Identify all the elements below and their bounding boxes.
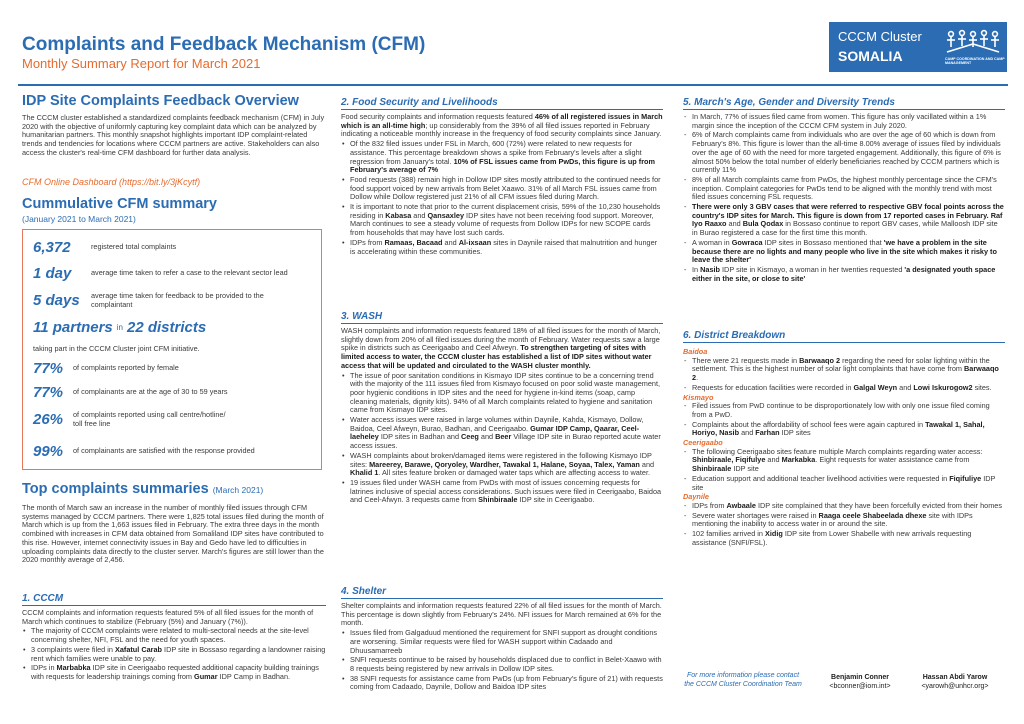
body-text: 102 families arrived in (692, 529, 766, 539)
top-complaints-title (22, 481, 263, 497)
body-text: Village IDP site in Burao reported acute water access issues. (350, 432, 661, 451)
emphasis-text: To strengthen targeting of sites with limited access to water, the CCCM cluster has established a list of IDP sites without water access that will be updated and circulated to the WASH cluster monthly. (341, 343, 652, 370)
body-text: IDP sites have not been receiving food support. Moreover, March continues to see a steady volume of requests from Dollow IDPs for new SCOPE cards from households that may have lost such cards. (350, 210, 654, 238)
emphasis-text: Nasib (700, 264, 720, 274)
body-text: IDP sites (779, 428, 811, 438)
list-item (683, 384, 1005, 393)
list-item (683, 203, 1005, 238)
cluster-banner (829, 22, 1007, 72)
stat-hotline (33, 411, 233, 428)
section-district-body (683, 347, 1005, 548)
list-item (683, 421, 1005, 438)
body-text: ; up considerably from the 39% of all filed issues reported in February indicating a noticeable monthly increase in the frequency of food security complaints since January. (341, 120, 662, 139)
partners-count: 11 partners (33, 319, 113, 336)
emphasis-text: Mareerey, Barawe, Qoryoley, Wardher, Tawakal 1, Halane, Soyaa, Talex, Yaman (369, 459, 640, 469)
districts-count: 22 districts (127, 319, 207, 336)
list-item (341, 372, 663, 416)
list-item (683, 402, 1005, 419)
report-title: Complaints and Feedback Mechanism (CFM) (22, 34, 426, 55)
list-item (683, 239, 1005, 265)
stat-value: 1 day (33, 265, 72, 282)
list-item (683, 448, 1005, 474)
cumulative-title: Cummulative CFM summary (22, 196, 217, 212)
body-text: IDP site from Lower Shabelle with new arrivals requesting assistance (SNFI/FSL). (692, 529, 972, 547)
body-text: . Eight requests for water assistance came from (815, 455, 970, 465)
wash-bullets (341, 372, 663, 506)
shelter-intro: Shelter complaints and information requests featured 22% of all filed issues for the month of March. This percentage is down slightly from February's 24%. NFI issues for March remained at 6% for the month. (341, 601, 662, 628)
body-text: The issue of poor sanitation conditions in Kismayo IDP sites continue to be a concerning trend with the majority of the 111 issues filed from Kismayo focused on poor solid waste management, poor hygienic conditions in IDP sites and the need for hygiene in-kind items (soap, camp cleaning materials, dignity kits). 94% of all March complaints related to hygiene and sanitation came from Kismayo IDP sites. (350, 370, 660, 415)
section-wash-body (341, 327, 663, 506)
body-text: and (765, 455, 782, 465)
body-text: Water access issues were raised in large volumes within Daynile, Kahda, Kismayo, Dollow, Baidoa, Ceel Afweyn, Burao, Badhan, and Ceerigaabo. (350, 415, 644, 433)
list-item (683, 512, 1005, 529)
body-text: The following Ceerigaabo sites feature multiple March complaints regarding water access: (692, 446, 983, 456)
stat-value: 77% (33, 360, 64, 377)
contact-card (815, 674, 905, 691)
stat-feedback-time (33, 292, 306, 309)
body-text: SNFI requests continue to be raised by households displaced due to conflict in Belet-Xaawo with 8 requests being registered by new arrivals in Dollow IDP sites. (350, 655, 662, 673)
emphasis-text: Ceeg (461, 432, 479, 442)
stat-total-complaints (33, 239, 176, 256)
body-text: Issues filed from Galgaduud mentioned the requirement for SNFI support as drought conditions are worsening. Similar requests were filed for WASH support within Cadaado and Dhuusamarreeb (350, 628, 658, 655)
list-item (341, 452, 663, 478)
emphasis-text: Markabka (781, 455, 816, 465)
district-items (683, 502, 1005, 548)
body-text: and (411, 210, 428, 220)
emphasis-text: 10% of FSL issues came from PwDs, this figure is up from February's average of 7% (350, 156, 655, 175)
list-item (683, 266, 1005, 283)
list-item (341, 239, 663, 256)
partners-in: in (116, 323, 123, 332)
stat-referral-time (33, 265, 301, 282)
emphasis-text: Al-ixsaan (458, 237, 492, 247)
district-items (683, 357, 1005, 393)
body-text: IDP site complained that they have been forcefully evicted from their homes (755, 500, 1003, 510)
body-text: and (478, 432, 496, 442)
emphasis-text: Gowraca (731, 237, 763, 247)
list-item (683, 176, 1005, 202)
emphasis-text: Shinbiraale (692, 464, 732, 474)
emphasis-text: Gumar (194, 671, 218, 681)
body-text: Severe water shortages were raised in (692, 510, 819, 520)
top-complaints-text: The month of March saw an increase in the number of monthly filed issues through CFM systems managed by CCCM partners. There were 1,825 total issues filed during the month of March which is up from the 1,663 issues filed in February. The extra three days in the month combined with increases in CFM data obtained from Somaliland IDP sites have contributed to this rise. However, internet connectivity issues in Bay and Gedo have led to difficulties in uploading complaints data directly to the cluster server. March's figures are still lower than the 2020 monthly average of 2,456. (22, 503, 324, 565)
shelter-bullets (341, 629, 663, 692)
taking-part-text: taking part in the CCCM Cluster joint CFM initiative. (33, 344, 200, 353)
cccm-bullets (22, 627, 326, 681)
body-text: IDP sites in Badhan and (378, 432, 462, 442)
stat-value: 6,372 (33, 239, 71, 256)
stat-partners-districts (33, 319, 206, 336)
list-item (683, 475, 1005, 492)
body-text: and (739, 428, 756, 438)
stat-label: of complaints reported using call centre/hotline/ toll free line (73, 410, 226, 428)
district-name: Baidoa (683, 347, 708, 356)
body-text: IDP site in Ceerigaabo. (517, 495, 595, 505)
contact-email[interactable]: <yarowh@unhcr.org> (921, 682, 989, 690)
section-divider (341, 598, 663, 599)
section-food-heading: 2. Food Security and Livelihoods (341, 97, 498, 108)
district-name: Kismayo (683, 392, 714, 402)
cumulative-period: (January 2021 to March 2021) (22, 214, 136, 224)
emphasis-text: Xafatul Carab (114, 644, 163, 654)
report-subtitle: Monthly Summary Report for March 2021 (22, 56, 261, 71)
overview-text: The CCCM cluster established a standardized complaints feedback mechanism (CFM) in July 2020 with the objective of uniformly capturing key complaint data which can be analyzed by humanitarian partners. This monthly snapshot highlights important IDP complaint-related trends and tendencies for locations where CCCM partners are active. Stakeholders can also access the cluster's real-time CFM dashboard for further data analysis. (22, 113, 325, 157)
body-text: site with IDPs mentioning the inability to access water in or around the site. (692, 510, 973, 529)
body-text: and (442, 237, 459, 247)
stat-label: of complaints reported by female (73, 363, 179, 373)
body-text: sites. (972, 382, 992, 392)
emphasis-text: Gumar IDP Camp, Qaarar, Ceel-laeheley (350, 423, 640, 442)
stat-label: average time taken for feedback to be provided to the complaintant (91, 291, 264, 309)
body-text: WASH complaints and information requests featured 18% of all filed issues for the month of March, slightly down from 20% of all filed issues during the month of February. Water requests saw a large spike in districts such as Ceerigaabo and Ceel Afweyn. (341, 326, 661, 353)
contact-name: Hassan Abdi Yarow (922, 674, 988, 681)
body-text: IDP site in Kismayo, a woman in her twenties requested (720, 264, 905, 274)
section-age-heading: 5. March's Age, Gender and Diversity Trends (683, 97, 895, 108)
emphasis-text: Beer (495, 432, 512, 442)
emphasis-text: Farhan (755, 428, 780, 438)
emphasis-text: Marbabka (56, 663, 91, 673)
emphasis-text: Barwaaqo 2 (799, 355, 841, 365)
contact-name: Benjamin Conner (831, 674, 889, 681)
stat-satisfied (33, 443, 255, 460)
emphasis-text: Khalid 1 (350, 468, 379, 478)
emphasis-text: There were only 3 GBV cases that were referred to respective GBV focal points across the country's IDP sites for March. This figure is down from 17 reported cases in February. Raf Iyo Raaxo (692, 202, 1004, 229)
body-text: A woman in (692, 237, 732, 247)
cluster-country: SOMALIA (838, 48, 903, 64)
list-item (341, 203, 663, 238)
list-item (683, 113, 1005, 130)
section-food-body (341, 113, 663, 257)
body-text: 6% of March complaints came from individuals who are over the age of 60 which is down from February's 8%. This figure is lower than the all-time 8.00% average of issues filed by individuals over the age of 60 with the need for more targeted engagement. Additionally, this figure of 6% is almost 50% below the total number of elderly beneficiaries reached by CCCM partners which is currently 11% (692, 130, 1001, 175)
cccm-logo-icon (945, 28, 1001, 56)
list-item (22, 646, 326, 663)
dashboard-link[interactable]: CFM Online Dashboard (https://bit.ly/3jKcytf) (22, 177, 201, 187)
section-divider (683, 109, 1005, 110)
body-text: sites in Daynile raised that malnutrition and hunger is accelerating within these communities. (350, 237, 658, 256)
stat-age-range (33, 384, 228, 401)
section-divider (683, 342, 1005, 343)
contact-card (905, 674, 1005, 691)
section-divider (341, 323, 663, 324)
emphasis-text: Lowi Iskurogow2 (913, 382, 973, 392)
section-shelter-heading: 4. Shelter (341, 586, 387, 597)
body-text: Complaints about the affordability of school fees were again captured in (692, 419, 926, 429)
emphasis-text: Bula Qodax (742, 219, 784, 229)
list-item (683, 502, 1005, 511)
body-text: 19 issues filed under WASH came from PwDs with most of issues concerning requests for latrines inclusive of special access considerations. Such issues were filed in Ceerigaabo, Baidoa and Ceel-Afwyn. 3 requests came from (350, 477, 662, 505)
stat-label: registered total complaints (91, 242, 177, 252)
age-bullets (683, 113, 1005, 283)
emphasis-text: Shinbiraale (478, 495, 518, 505)
cumulative-summary-box (22, 229, 322, 470)
body-text: . (696, 373, 699, 383)
body-text: IDP sites in Bossaso mentioned that (762, 237, 884, 247)
body-text: IDP site (731, 464, 759, 474)
district-name: Daynile (683, 492, 709, 502)
body-text: IDP site (692, 473, 996, 492)
list-item (683, 530, 1005, 547)
body-text: Food security complaints and information requests featured (341, 112, 535, 121)
stat-value: 99% (33, 443, 64, 460)
section-age-body (683, 113, 1005, 284)
list-item (341, 656, 663, 673)
body-text: . All sites feature broken or damaged water taps which are affecting access to water. (378, 468, 651, 478)
list-item (341, 176, 663, 202)
body-text: and (897, 382, 914, 392)
overview-title: IDP Site Complaints Feedback Overview (22, 93, 299, 109)
body-text: 38 SNFI requests for assistance came from PwDs (up from February's figure of 21) with requests coming from Cadaado, Daynile, Dollow and Baidoa IDP sites (350, 673, 663, 692)
body-text: IDP site in Ceerigaabo requested additional capacity building trainings with requests for leadership trainings coming from (31, 663, 319, 681)
food-bullets (341, 140, 663, 256)
emphasis-text: Raaga ceele Shabeelada dhexe (818, 510, 927, 520)
emphasis-text: Ramaas, Bacaad (384, 237, 443, 247)
stat-label: of complainants are at the age of 30 to 59 years (73, 387, 228, 397)
body-text: 8% of all March complaints came from PwDs, the highest monthly percentage since the CFM's inception. Complaint categories for PwDs tend to be aligned with the monthly trend with most filed issues concerning FSL requests. (692, 174, 997, 202)
food-intro (341, 113, 663, 139)
emphasis-text: 'a designated youth space either in the site, or close to site' (692, 264, 996, 283)
list-item (341, 675, 663, 692)
list-item (683, 131, 1005, 175)
cccm-intro: CCCM complaints and information requests featured 5% of all filed issues for the month of March which continues to stabilize (February (5%) and January (7%)). (22, 608, 314, 626)
cluster-name: CCCM Cluster (838, 29, 922, 44)
top-period: (March 2021) (212, 485, 264, 495)
body-text: IDPs from (692, 500, 727, 510)
body-text: WASH complaints about broken/damaged items were registered in the following Kismayo IDP sites: (350, 450, 652, 469)
emphasis-text: Xidig (765, 529, 783, 539)
section-shelter-body (341, 602, 663, 693)
list-item (341, 629, 663, 655)
body-text: There were 21 requests made in (692, 355, 800, 365)
body-text: Filed issues from PwD continue to be disproportionately low with only one issue filed coming from a PwD. (692, 401, 990, 419)
stat-label: of complainants are satisfied with the response provided (73, 446, 255, 456)
emphasis-text: Awbaale (726, 500, 756, 510)
contact-email[interactable]: <bconner@iom.int> (829, 682, 891, 690)
list-item (341, 140, 663, 175)
list-item (22, 627, 326, 644)
body-text: In March, 77% of issues filed came from women. This figure has only vacillated within a 1% margin since the inception of the CCCM CFM system in July 2020. (692, 112, 987, 130)
body-text: 3 complaints were filed in (31, 644, 115, 654)
district-name: Ceerigaabo (683, 438, 723, 448)
emphasis-text: Qansaxley (427, 210, 465, 220)
emphasis-text: 'we have a problem in the site because there are no lights and many people who live in the site which makes it risky to leave the shelter' (692, 237, 997, 265)
body-text: and (639, 459, 655, 469)
contact-info-text: For more information please contact the CCCM Cluster Coordination Team (684, 672, 802, 688)
section-cccm-body (22, 609, 326, 683)
stat-label: average time taken to refer a case to the relevant sector lead (91, 268, 288, 278)
body-text: In (692, 264, 701, 274)
district-items (683, 448, 1005, 493)
emphasis-text: Kabasa (385, 210, 412, 220)
district-items (683, 402, 1005, 438)
emphasis-text: Galgal Weyn (853, 382, 898, 392)
body-text: Food requests (388) remain high in Dollow IDP sites mostly attributed to the continued needs for food support voiced by new arrivals from Belet Xaawo. 31% of all March FSL issues came from Dollow while Dollow registered just 21% of all CFM issues filed during March. (350, 174, 661, 202)
emphasis-text: Fiqifuliye (949, 473, 982, 483)
body-text: and (726, 219, 743, 229)
stat-value: 26% (33, 411, 64, 429)
emphasis-text: Barwaaqo 2 (692, 364, 999, 383)
cluster-logo-text: CAMP COORDINATION AND CAMP MANAGEMENT (945, 57, 1005, 65)
list-item (341, 416, 663, 451)
section-divider (341, 109, 663, 110)
section-wash-heading: 3. WASH (341, 311, 383, 322)
list-item (683, 357, 1005, 383)
section-divider (22, 605, 326, 606)
section-district-heading: 6. District Breakdown (683, 330, 786, 341)
body-text: Of the 832 filed issues under FSL in March, 600 (72%) were related to new requests for assistance. This percentage breakdown shows a spike from February's levels after a slight regression from January's total. (350, 139, 642, 166)
wash-intro (341, 327, 663, 371)
list-item (22, 664, 326, 681)
emphasis-text: Tawakal 1, Sahal, Horiyo, Nasib (692, 419, 985, 438)
stat-value: 5 days (33, 292, 80, 310)
header-divider (18, 84, 1008, 86)
list-item (341, 479, 663, 505)
body-text: IDPs in (31, 663, 57, 673)
stat-value: 77% (33, 384, 64, 401)
emphasis-text: Shinbiraale, Fiqifulye (692, 455, 766, 465)
top-title-text: Top complaints summaries (22, 481, 209, 497)
body-text: It is important to note that prior to the current displacement crisis, 59% of the 10,230 households residing in (350, 202, 661, 220)
stat-female (33, 360, 179, 377)
body-text: Education support and additional teacher livelihood activities were requested in (692, 473, 950, 483)
body-text: regarding the need for solar lighting within the settlement. This is the highest number of solar light complaints that have come from (692, 355, 990, 374)
body-text: Requests for education facilities were recorded in (692, 382, 854, 392)
body-text: in Bossaso continue to report GBV cases, while Malloosh IDP site in Burao registered a case for the first time this month. (692, 219, 998, 238)
body-text: The majority of CCCM complaints were related to multi-sectoral needs at the site-level concerning shelter, NFI, FSL and the need for youth spaces. (31, 626, 309, 645)
emphasis-text: 46% of all registered issues in March which is an all-time high (341, 112, 663, 130)
body-text: IDPs from (350, 237, 385, 247)
body-text: IDP Camp in Badhan. (217, 671, 291, 681)
section-cccm-heading: 1. CCCM (22, 593, 64, 604)
body-text: IDP site in Bossaso regarding a landowner raising rent which families were unable to pay. (31, 644, 326, 663)
